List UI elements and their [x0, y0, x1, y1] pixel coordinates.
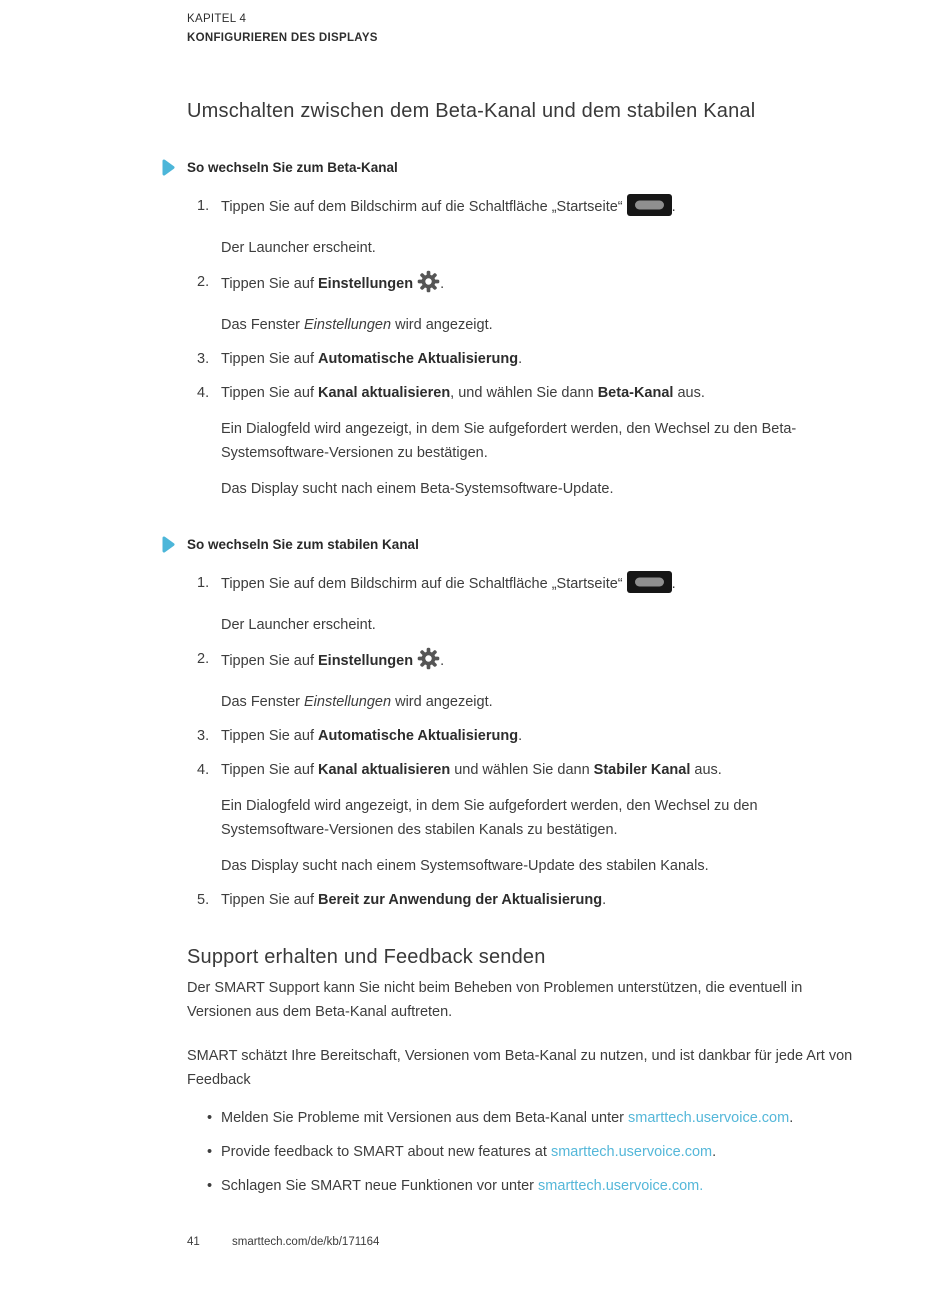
step-number: 2.	[197, 651, 210, 667]
text-run: Tippen Sie auf dem Bildschirm auf die Schaltfläche „Startseite“	[221, 199, 627, 215]
step-number: 3.	[197, 351, 210, 367]
steps-list	[187, 571, 880, 912]
step-result-text	[221, 690, 866, 714]
link[interactable]: smarttech.uservoice.com	[628, 1110, 790, 1126]
page-footer	[187, 1236, 379, 1248]
text-run: .	[440, 276, 445, 292]
chapter-label: KAPITEL 4	[187, 13, 247, 25]
text-run: Das Display sucht nach einem Systemsoftware-Update des stabilen Kanals.	[221, 858, 709, 874]
text-run: aus.	[690, 762, 722, 778]
bullet-item	[187, 1174, 880, 1198]
bullet-text	[221, 1174, 880, 1198]
text-run: Bereit zur Anwendung der Aktualisierung	[318, 892, 603, 908]
step-item	[187, 347, 880, 371]
link[interactable]: smarttech.uservoice.com	[550, 1144, 713, 1160]
chapter-title: KONFIGURIEREN DES DISPLAYS	[187, 32, 378, 44]
step-text	[221, 724, 866, 748]
feedback-bullet-list	[187, 1106, 880, 1198]
step-number: 4.	[197, 385, 210, 401]
step-item	[187, 571, 880, 637]
text-run: Einstellungen	[304, 317, 392, 333]
text-run: Schlagen Sie SMART neue Funktionen vor unter	[221, 1178, 539, 1194]
text-run: Automatische Aktualisierung	[318, 351, 519, 367]
text-run: Der Launcher erscheint.	[221, 240, 376, 256]
text-run: Ein Dialogfeld wird angezeigt, in dem Sie aufgefordert werden, den Wechsel zu den Beta-Systemsoftware-Versionen zu bestätigen.	[221, 421, 797, 461]
section-title-switch: Umschalten zwischen dem Beta-Kanal und dem stabilen Kanal	[187, 100, 756, 122]
step-item	[187, 381, 880, 501]
step-text	[221, 758, 866, 782]
home-button-icon	[627, 571, 672, 601]
gear-icon	[417, 647, 440, 678]
bullet-dot-icon	[207, 1174, 221, 1198]
link[interactable]: smarttech.uservoice.com.	[538, 1178, 704, 1194]
step-result-text	[221, 313, 866, 337]
text-run: .	[789, 1110, 794, 1126]
text-run: wird angezeigt.	[391, 317, 493, 333]
text-run: Melden Sie Probleme mit Versionen aus dem Beta-Kanal unter	[221, 1110, 629, 1126]
step-text	[221, 194, 866, 224]
text-run: .	[518, 351, 523, 367]
text-run: Das Fenster	[221, 317, 304, 333]
text-run: Tippen Sie auf	[221, 351, 318, 367]
procedure-stable-channel	[187, 535, 880, 912]
text-run: Das Fenster	[221, 694, 304, 710]
section-support	[187, 944, 880, 1198]
text-run: Tippen Sie auf	[221, 385, 318, 401]
step-result-text	[221, 613, 866, 637]
text-run: .	[712, 1144, 717, 1160]
text-run: .	[518, 728, 523, 744]
text-run: Tippen Sie auf dem Bildschirm auf die Schaltfläche „Startseite“	[221, 576, 627, 592]
step-text	[221, 647, 866, 678]
text-run: Provide feedback to SMART about new features at	[221, 1144, 551, 1160]
text-run: Tippen Sie auf	[221, 892, 318, 908]
step-item	[187, 888, 880, 912]
step-number: 1.	[197, 198, 210, 214]
step-item	[187, 194, 880, 260]
procedure-heading-text: So wechseln Sie zum Beta-Kanal	[187, 160, 398, 175]
bullet-dot-icon	[207, 1106, 221, 1130]
gear-icon	[417, 270, 440, 301]
page-number: 41	[187, 1236, 200, 1248]
step-number: 5.	[197, 892, 210, 908]
text-run: Das Display sucht nach einem Beta-Systemsoftware-Update.	[221, 481, 614, 497]
step-number: 2.	[197, 274, 210, 290]
text-run: Tippen Sie auf	[221, 762, 318, 778]
text-run: , und wählen Sie dann	[450, 385, 598, 401]
text-run: wird angezeigt.	[391, 694, 493, 710]
text-run: Einstellungen	[304, 694, 392, 710]
text-run: Der Launcher erscheint.	[221, 617, 376, 633]
procedure-marker-icon	[162, 536, 175, 559]
section-title-support: Support erhalten und Feedback senden	[187, 946, 546, 968]
support-paragraph: SMART schätzt Ihre Bereitschaft, Versionen vom Beta-Kanal zu nutzen, und ist dankbar für jede Art von Feedback	[187, 1048, 853, 1088]
step-result-text	[221, 854, 866, 878]
text-run: Tippen Sie auf	[221, 276, 318, 292]
text-run: Einstellungen	[318, 653, 414, 669]
bullet-text	[221, 1140, 880, 1164]
text-run: .	[671, 576, 676, 592]
text-run: .	[602, 892, 607, 908]
procedure-beta-channel	[187, 158, 880, 501]
step-result-text	[221, 794, 866, 842]
text-run: Tippen Sie auf	[221, 728, 318, 744]
steps-list	[187, 194, 880, 501]
text-run: Stabiler Kanal	[593, 762, 691, 778]
step-number: 1.	[197, 575, 210, 591]
bullet-dot-icon	[207, 1140, 221, 1164]
step-text	[221, 347, 866, 371]
support-paragraph: Der SMART Support kann Sie nicht beim Beheben von Problemen unterstützen, die eventuell in Versionen aus dem Beta-Kanal auftreten.	[187, 980, 803, 1020]
step-number: 3.	[197, 728, 210, 744]
text-run: Einstellungen	[318, 276, 414, 292]
step-result-text	[221, 417, 866, 465]
procedure-heading	[187, 158, 880, 178]
text-run: .	[671, 199, 676, 215]
footer-url: smarttech.com/de/kb/171164	[232, 1236, 380, 1248]
step-item	[187, 647, 880, 714]
text-run: .	[440, 653, 445, 669]
bullet-text	[221, 1106, 880, 1130]
text-run: Ein Dialogfeld wird angezeigt, in dem Sie aufgefordert werden, den Wechsel zu den Systemsoftware-Versionen des stabilen Kanals zu bestätigen.	[221, 798, 758, 838]
step-item	[187, 758, 880, 878]
step-text	[221, 571, 866, 601]
step-result-text	[221, 236, 866, 260]
text-run: Beta-Kanal	[597, 385, 674, 401]
text-run: Kanal aktualisieren	[318, 385, 451, 401]
home-button-icon	[627, 194, 672, 224]
step-text	[221, 381, 866, 405]
text-run: Kanal aktualisieren	[318, 762, 451, 778]
text-run: Automatische Aktualisierung	[318, 728, 519, 744]
step-item	[187, 724, 880, 748]
document-header	[187, 10, 880, 48]
procedure-heading-text: So wechseln Sie zum stabilen Kanal	[187, 537, 419, 552]
step-text	[221, 888, 866, 912]
bullet-item	[187, 1106, 880, 1130]
procedure-heading	[187, 535, 880, 555]
text-run: aus.	[673, 385, 705, 401]
text-run: Tippen Sie auf	[221, 653, 318, 669]
text-run: und wählen Sie dann	[450, 762, 594, 778]
procedure-marker-icon	[162, 159, 175, 182]
step-result-text	[221, 477, 866, 501]
step-number: 4.	[197, 762, 210, 778]
bullet-item	[187, 1140, 880, 1164]
step-item	[187, 270, 880, 337]
step-text	[221, 270, 866, 301]
